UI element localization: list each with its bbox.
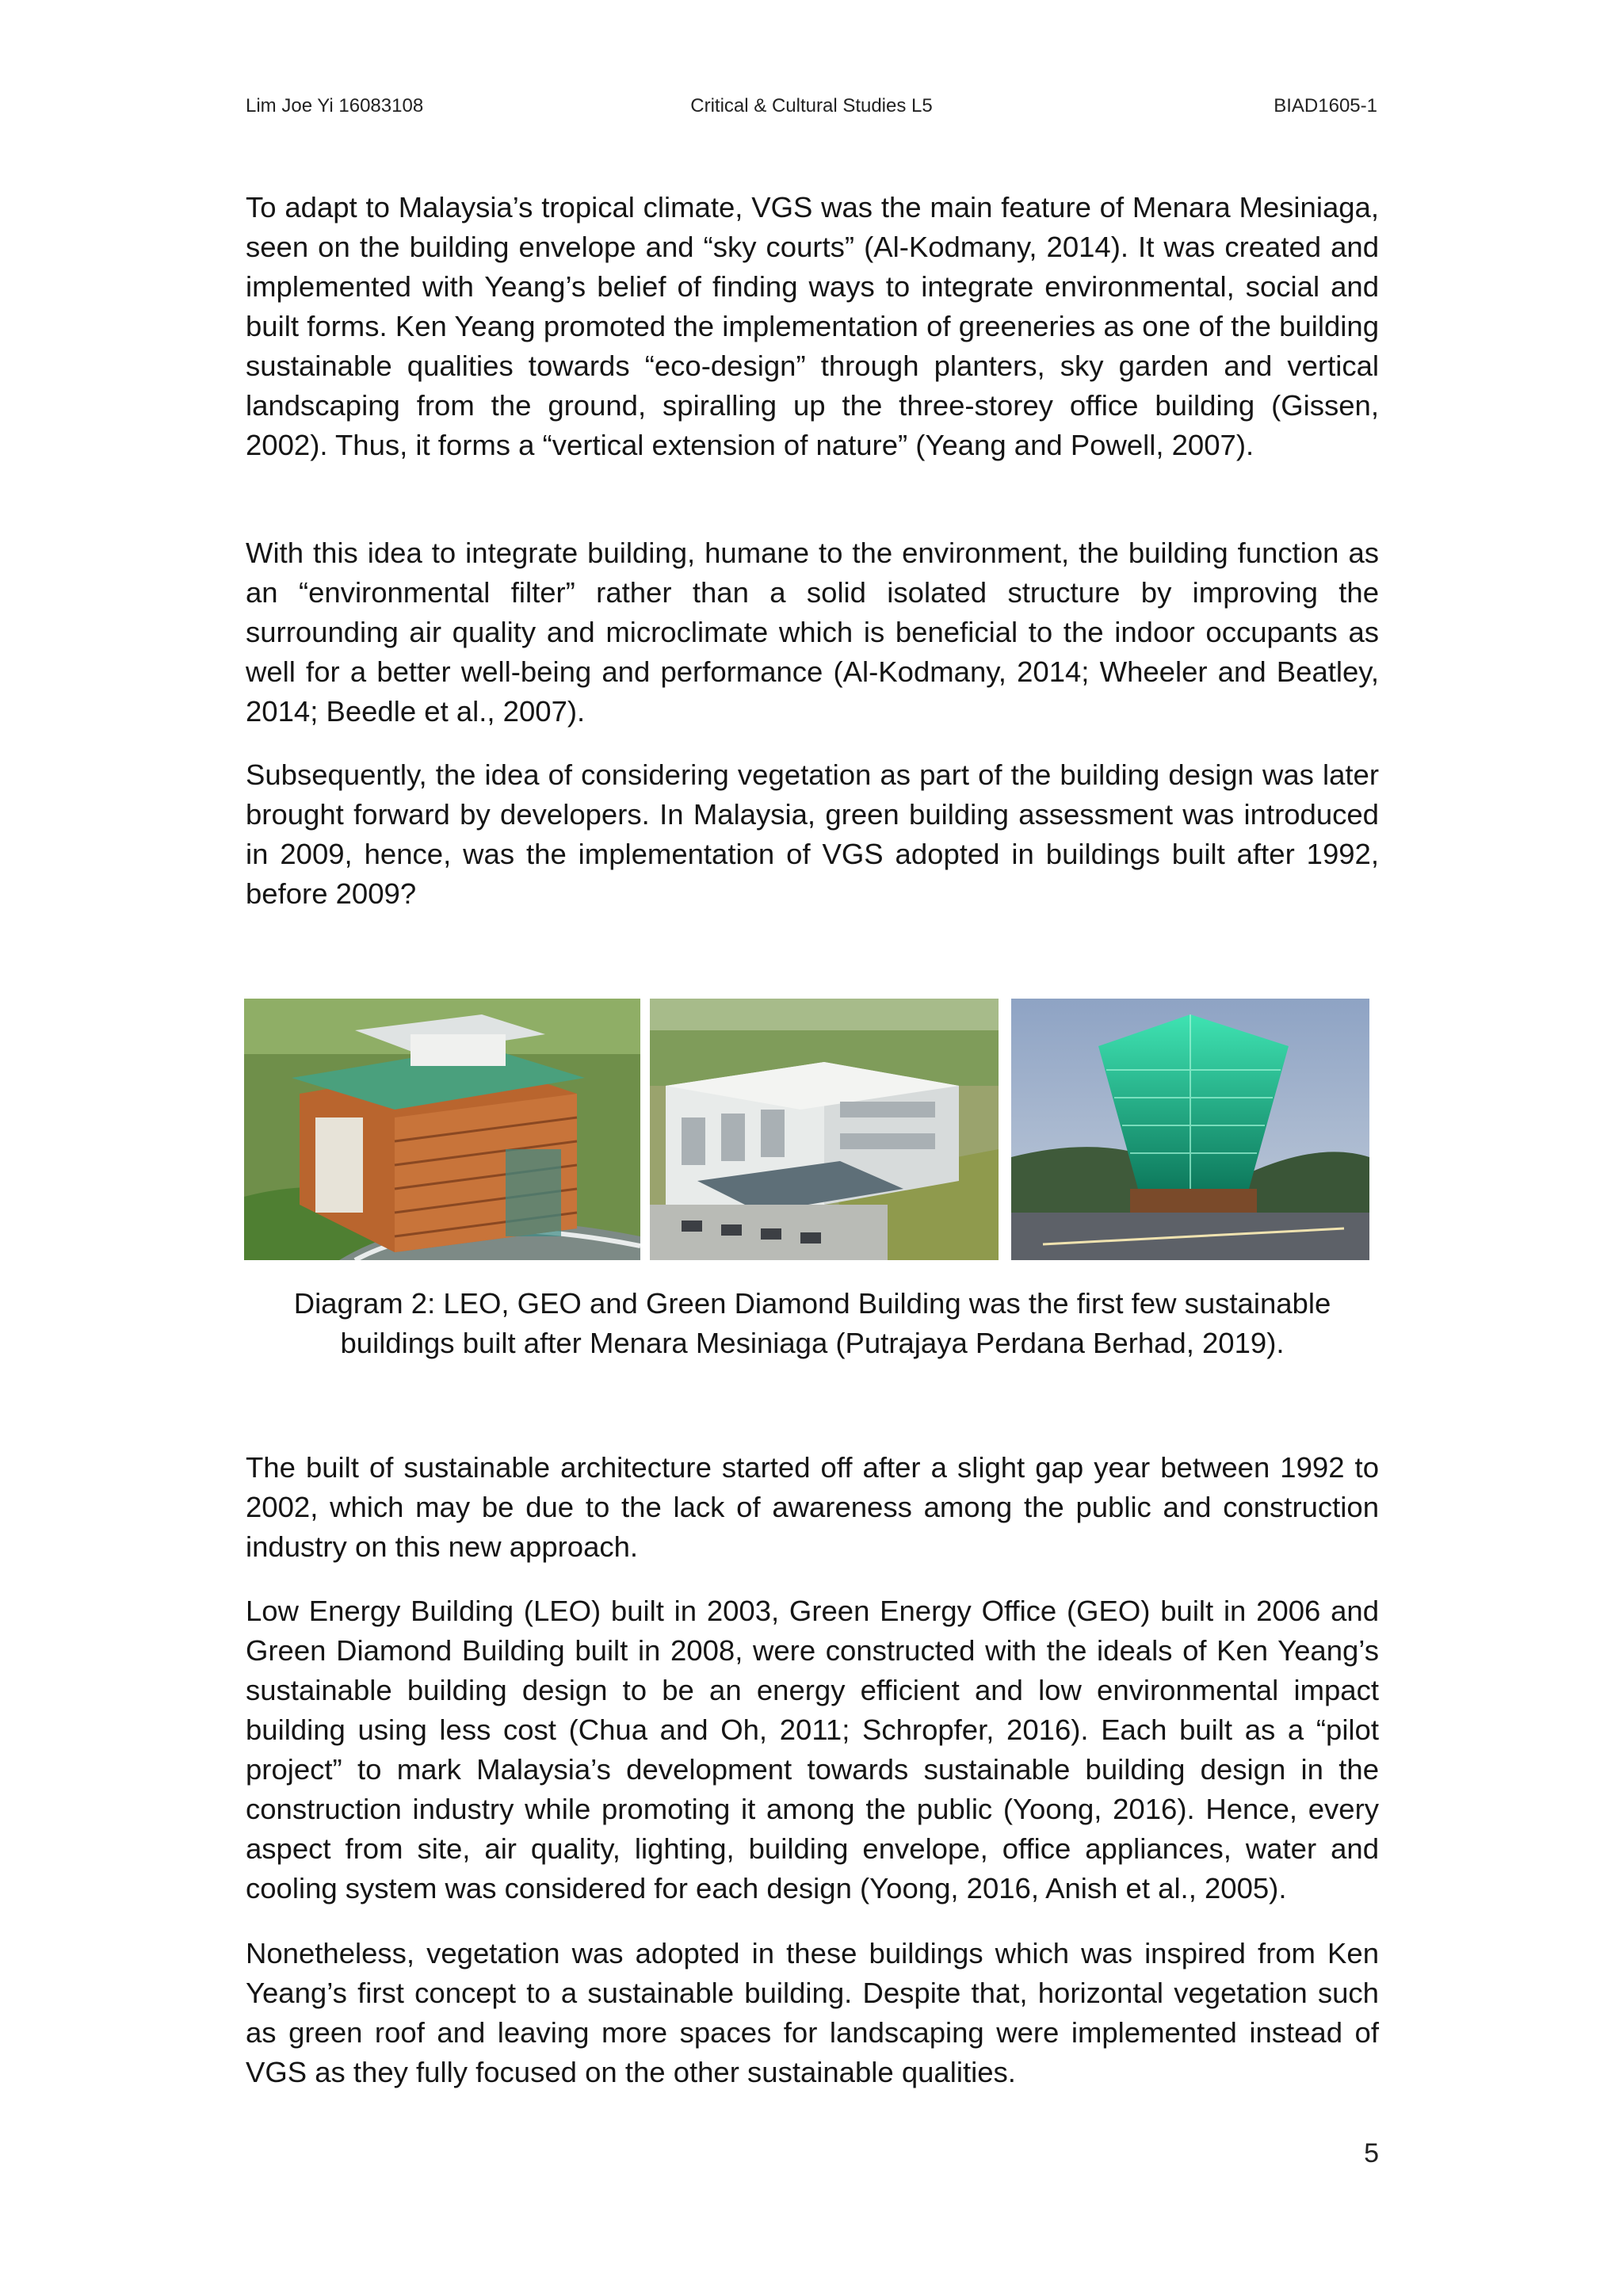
paragraph-leo-geo-green-diamond [246, 1591, 1379, 1908]
paragraph-gap-year [246, 1448, 1379, 1567]
paragraph-environmental-filter [246, 533, 1379, 732]
page-header [246, 95, 1377, 127]
paragraph-text: Subsequently, the idea of considering vegetation as part of the building design was later brought forward by developers. In Malaysia, green building assessment was introduced in 2009, hence, was the implementation of VGS adopted in buildings built after 1992, before 2009? [246, 758, 1379, 910]
figure-caption: Diagram 2: LEO, GEO and Green Diamond Building was the first few sustainable buildings built after Menara Mesiniaga (Putrajaya Perdana Berhad, 2019). [293, 1287, 1331, 1359]
paragraph-vgs-menara-mesiniaga [246, 188, 1379, 465]
geo-building-photo [650, 999, 999, 1260]
leo-building-photo [244, 999, 640, 1260]
paragraph-text: Nonetheless, vegetation was adopted in these buildings which was inspired from Ken Yeang’s first concept to a sustainable building. Despite that, horizontal vegetation such as green roof and leaving more spaces for landscaping were implemented instead of VGS as they fully focused on the other sustainable qualities. [246, 1937, 1379, 2088]
paragraph-horizontal-vegetation [246, 1934, 1379, 2092]
figure-building-photos [244, 999, 1369, 1260]
paragraph-text: With this idea to integrate building, humane to the environment, the building function as an “environmental filter” rather than a solid isolated structure by improving the surrounding air quality and microclimate which is beneficial to the indoor occupants as well for a better well-being and performance (Al-Kodmany, 2014; Wheeler and Beatley, 2014; Beedle et al., 2007). [246, 537, 1379, 728]
header-module-code: BIAD1605-1 [1274, 95, 1377, 117]
paragraph-text: Low Energy Building (LEO) built in 2003, Green Energy Office (GEO) built in 2006 and Green Diamond Building built in 2008, were constructed with the ideals of Ken Yeang’s sustainable building design to be an energy efficient and low environmental impact building using less cost (Chua and Oh, 2011; Schropfer, 2016). Each built as a “pilot project” to mark Malaysia’s development towards sustainable building design in the construction industry while promoting it among the public (Yoong, 2016). Hence, every aspect from site, air quality, lighting, building envelope, office appliances, water and cooling system was considered for each design (Yoong, 2016, Anish et al., 2005). [246, 1595, 1379, 1904]
header-author: Lim Joe Yi 16083108 [246, 95, 424, 117]
paragraph-vegetation-question [246, 755, 1379, 914]
paragraph-text: To adapt to Malaysia’s tropical climate, VGS was the main feature of Menara Mesiniaga, seen on the building envelope and “sky courts” (Al-Kodmany, 2014). It was created and implemented with Yeang’s belief of finding ways to integrate environmental, social and built forms. Ken Yeang promoted the implementation of greeneries as one of the building sustainable qualities towards “eco-design” through planters, sky garden and vertical landscaping from the ground, spiralling up the three-storey office building (Gissen, 2002). Thus, it forms a “vertical extension of nature” (Yeang and Powell, 2007). [246, 191, 1379, 461]
header-course: Critical & Cultural Studies L5 [690, 95, 933, 117]
paragraph-text: The built of sustainable architecture started off after a slight gap year between 1992 to 2002, which may be due to the lack of awareness among the public and construction industry on this new approach. [246, 1451, 1379, 1563]
green-diamond-building-photo [1011, 999, 1369, 1260]
page-number: 5 [1364, 2138, 1379, 2168]
